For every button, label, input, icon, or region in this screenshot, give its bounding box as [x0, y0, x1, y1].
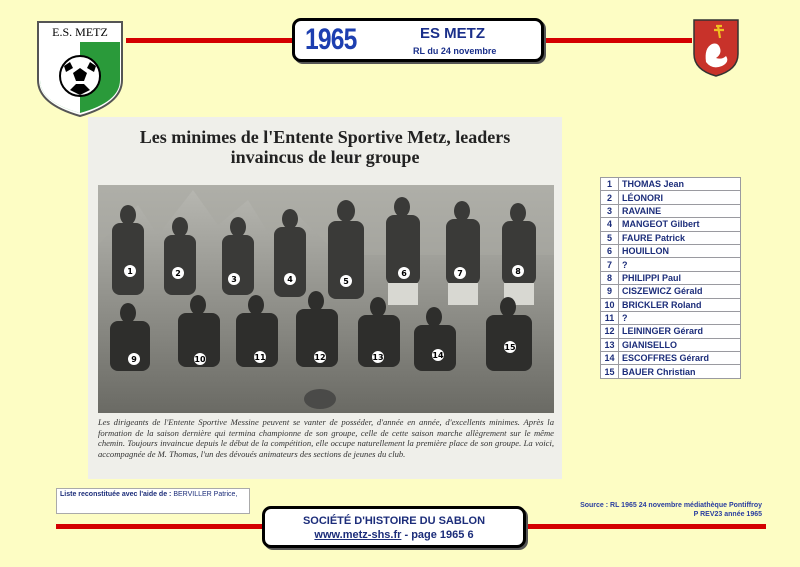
- roster-player-name: PHILIPPI Paul: [619, 271, 741, 284]
- article-caption: Les dirigeants de l'Entente Sportive Messine peuvent se vanter de posséder, d'année en année, d'excellents minimes. Après la formation de la saison dernière qui termina championne de son groupe, celle de cette saison marche allègrement sur le même chemin. Toujours invaincue depuis le début de la compétition, elle occupe naturellement la première place de son groupe. La voici, accompagnée de M. Thomas, l'un des dévoués animateurs des sections de jeunes du club.: [98, 417, 554, 459]
- title-box: [292, 18, 544, 62]
- svg-text:14: 14: [432, 351, 444, 360]
- roster-number: 4: [601, 218, 619, 231]
- roster-row: [601, 204, 741, 217]
- player-marker-1: [124, 265, 136, 277]
- roster-number: 12: [601, 325, 619, 338]
- roster-row: [601, 218, 741, 231]
- roster-player-name: RAVAINE: [619, 204, 741, 217]
- roster-player-name: ?: [619, 311, 741, 324]
- svg-text:2: 2: [175, 269, 181, 278]
- player-marker-6: [398, 267, 410, 279]
- roster-row: [601, 231, 741, 244]
- es-metz-logo: [34, 18, 126, 118]
- roster-row: [601, 298, 741, 311]
- roster-row: [601, 338, 741, 351]
- society-website-link[interactable]: www.metz-shs.fr: [314, 529, 402, 541]
- player-marker-4: [284, 273, 296, 285]
- player-marker-9: [128, 353, 140, 365]
- roster-row: [601, 178, 741, 191]
- svg-text:11: 11: [254, 353, 266, 362]
- roster-player-name: MANGEOT Gilbert: [619, 218, 741, 231]
- roster-row: [601, 258, 741, 271]
- roster-number: 7: [601, 258, 619, 271]
- footer-box: [262, 506, 526, 548]
- roster-number: 1: [601, 178, 619, 191]
- newspaper-clipping: [88, 117, 562, 479]
- credit-label: Liste reconstituée avec l'aide de :: [60, 491, 172, 498]
- svg-text:8: 8: [515, 267, 521, 276]
- roster-number: 14: [601, 352, 619, 365]
- roster-number: 13: [601, 338, 619, 351]
- metz-crest-icon: [692, 18, 740, 78]
- roster-number: 11: [601, 311, 619, 324]
- credit-box: [56, 488, 250, 514]
- roster-row: [601, 365, 741, 378]
- roster-row: [601, 244, 741, 257]
- roster-player-name: BRICKLER Roland: [619, 298, 741, 311]
- source-line-2: P REV23 année 1965: [693, 511, 762, 518]
- roster-row: [601, 325, 741, 338]
- roster-number: 10: [601, 298, 619, 311]
- svg-text:7: 7: [457, 269, 463, 278]
- svg-text:6: 6: [401, 269, 407, 278]
- roster-player-name: ?: [619, 258, 741, 271]
- player-marker-8: [512, 265, 524, 277]
- player-marker-11: [254, 351, 266, 363]
- player-marker-5: [340, 275, 352, 287]
- article-headline: [88, 127, 562, 167]
- team-photo: [98, 185, 554, 413]
- player-marker-13: [372, 351, 384, 363]
- player-marker-2: [172, 267, 184, 279]
- article-source-line: RL du 24 novembre: [413, 46, 497, 56]
- footer-page-line: [265, 529, 523, 541]
- roster-player-name: GIANISELLO: [619, 338, 741, 351]
- svg-text:15: 15: [504, 343, 516, 352]
- roster-row: [601, 352, 741, 365]
- svg-text:9: 9: [131, 355, 137, 364]
- header-red-line-right: [544, 38, 692, 43]
- source-note: [520, 501, 762, 519]
- roster-number: 9: [601, 285, 619, 298]
- player-roster-table: [600, 177, 741, 379]
- page-reference: - page 1965 6: [401, 529, 474, 541]
- player-marker-10: [194, 353, 206, 365]
- roster-row: [601, 271, 741, 284]
- player-marker-12: [314, 351, 326, 363]
- svg-text:12: 12: [314, 353, 326, 362]
- page-year: 1965: [305, 23, 357, 56]
- svg-text:3: 3: [231, 275, 237, 284]
- footer-red-line-left: [56, 524, 262, 529]
- roster-row: [601, 191, 741, 204]
- svg-text:10: 10: [194, 355, 206, 364]
- player-marker-14: [432, 349, 444, 361]
- roster-number: 8: [601, 271, 619, 284]
- svg-text:4: 4: [287, 275, 293, 284]
- roster-player-name: LÉONORI: [619, 191, 741, 204]
- roster-player-name: BAUER Christian: [619, 365, 741, 378]
- roster-number: 5: [601, 231, 619, 244]
- player-marker-3: [228, 273, 240, 285]
- player-marker-7: [454, 267, 466, 279]
- footer-red-line-right: [526, 524, 766, 529]
- society-name: SOCIÉTÉ D'HISTOIRE DU SABLON: [302, 515, 486, 527]
- roster-number: 2: [601, 191, 619, 204]
- roster-player-name: ESCOFFRES Gérard: [619, 352, 741, 365]
- logo-text: E.S. METZ: [52, 25, 108, 39]
- headline-line-1: Les minimes de l'Entente Sportive Metz, leaders: [139, 127, 511, 147]
- roster-player-name: THOMAS Jean: [619, 178, 741, 191]
- svg-text:1: 1: [127, 267, 133, 276]
- svg-text:13: 13: [372, 353, 384, 362]
- roster-player-name: HOUILLON: [619, 244, 741, 257]
- credit-names: BERVILLER Patrice,: [173, 491, 238, 498]
- roster-number: 6: [601, 244, 619, 257]
- roster-row: [601, 285, 741, 298]
- roster-number: 3: [601, 204, 619, 217]
- roster-player-name: LEININGER Gérard: [619, 325, 741, 338]
- player-marker-15: [504, 341, 516, 353]
- headline-line-2: invaincus de leur groupe: [230, 147, 420, 167]
- roster-number: 15: [601, 365, 619, 378]
- roster-player-name: FAURE Patrick: [619, 231, 741, 244]
- roster-player-name: CISZEWICZ Gérald: [619, 285, 741, 298]
- source-line-1: Source : RL 1965 24 novembre médiathèque Pontiffroy: [580, 502, 762, 509]
- svg-text:5: 5: [343, 277, 349, 286]
- roster-row: [601, 311, 741, 324]
- page-title: ES METZ: [420, 25, 486, 42]
- header-red-line-left: [126, 38, 294, 43]
